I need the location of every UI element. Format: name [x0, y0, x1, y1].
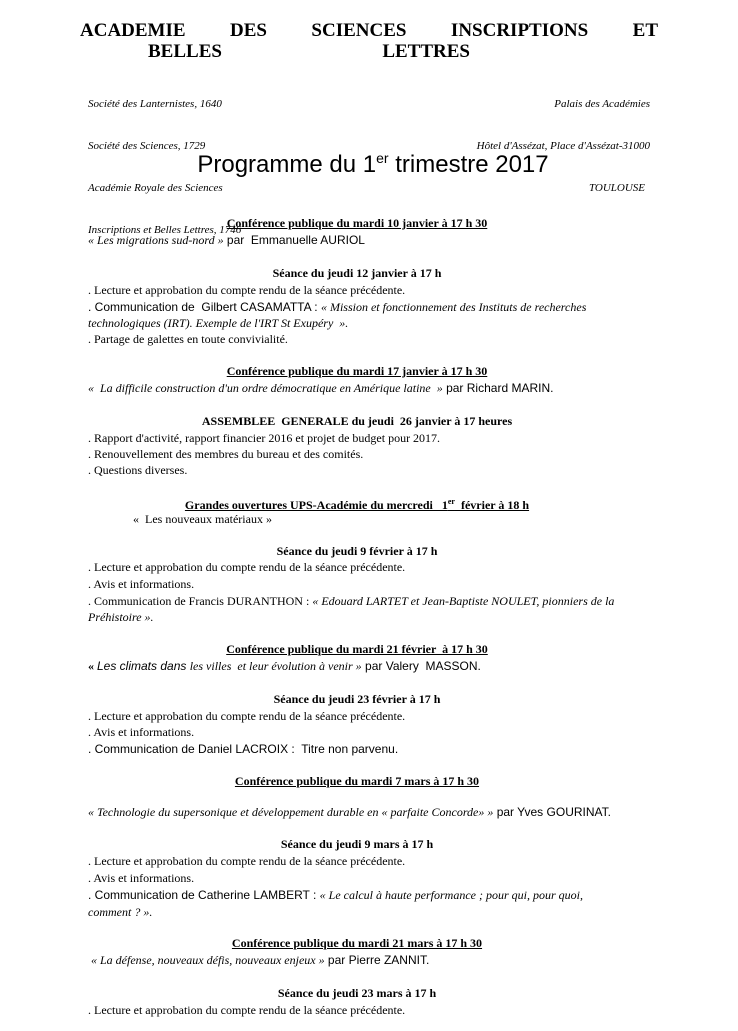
programme-line [88, 659, 481, 673]
academy-title-line2: BELLES LETTRES [148, 41, 470, 62]
text-segment: . Partage de galettes en toute convivialité. [88, 332, 288, 346]
title-text: Programme du 1 [197, 151, 377, 178]
section-heading [88, 936, 626, 950]
title-text: trimestre 2017 [388, 151, 549, 178]
text-segment: . Renouvellement des membres du bureau et des comités. [88, 447, 364, 461]
text-segment: . Lecture et approbation du compte rendu de la séance précédente. [88, 560, 406, 574]
section-heading [88, 774, 626, 788]
text-segment: comment ? ». [88, 905, 153, 919]
section-heading [88, 692, 626, 706]
programme-line [88, 905, 152, 919]
history-line: Académie Royale des Sciences [88, 182, 223, 194]
programme-line [88, 610, 154, 624]
programme-line [88, 742, 398, 756]
text-segment: Séance du jeudi 12 janvier à 17 h [272, 266, 442, 280]
history-line: Inscriptions et Belles Lettres, 1746 [88, 224, 242, 236]
text-segment: Conférence publique du mardi 10 janvier à 17 h 30 [226, 216, 488, 230]
programme-line [88, 431, 440, 445]
section-heading [88, 414, 626, 428]
text-segment: . Communication de Daniel LACROIX : Titre non parvenu. [88, 742, 399, 756]
text-segment: « [88, 659, 97, 673]
text-segment: Préhistoire ». [88, 610, 154, 624]
programme-line [88, 283, 405, 297]
text-segment: par Emmanuelle AURIOL [223, 233, 365, 247]
text-segment: « La difficile construction d'un ordre démocratique en Amérique latine » [88, 381, 443, 395]
text-segment: . Avis et informations. [88, 577, 195, 591]
section-heading [88, 364, 626, 378]
academy-address [477, 69, 650, 223]
text-segment: . Communication de Catherine LAMBERT : [88, 888, 320, 902]
text-segment: technologiques (IRT). Exemple de l'IRT St Exupéry ». [88, 316, 349, 330]
programme-line [88, 854, 405, 868]
programme-line [88, 560, 405, 574]
address-line: Hôtel d'Assézat, Place d'Assézat-31000 [476, 140, 650, 152]
text-segment: Conférence publique du mardi 7 mars à 17 h 30 [234, 774, 480, 788]
programme-line [88, 1003, 405, 1017]
text-segment: Conférence publique du mardi 21 février à 17 h 30 [226, 642, 488, 656]
text-segment: « Le calcul à haute performance ; pour qui, pour quoi, [319, 888, 583, 902]
text-segment: er [447, 497, 455, 506]
programme-line [88, 871, 194, 885]
programme-line [88, 953, 429, 967]
text-segment: Conférence publique du mardi 21 mars à 17 h 30 [231, 936, 483, 950]
programme-line [88, 332, 288, 346]
text-segment: . Communication de Francis DURANTHON : [88, 594, 313, 608]
text-segment: Séance du jeudi 23 mars à 17 h [277, 986, 437, 1000]
text-segment: par Richard MARIN. [442, 381, 554, 395]
section-heading [88, 266, 626, 280]
text-segment: Conférence publique du mardi 17 janvier à 17 h 30 [226, 364, 488, 378]
text-segment: Séance du jeudi 9 février à 17 h [276, 544, 438, 558]
text-segment: les villes et leur évolution à venir » [189, 659, 362, 673]
history-line: Société des Sciences, 1729 [88, 140, 206, 152]
text-segment: « Les migrations sud-nord » [88, 233, 224, 247]
text-segment: par Pierre ZANNIT. [324, 953, 430, 967]
text-segment: . Lecture et approbation du compte rendu de la séance précédente. [88, 283, 406, 297]
programme-line [88, 233, 365, 247]
programme-line [88, 709, 405, 723]
text-segment: Les climats dans [97, 659, 190, 673]
text-segment: par Yves GOURINAT. [493, 805, 611, 819]
text-segment: par Valery MASSON. [361, 659, 481, 673]
programme-line [88, 300, 586, 314]
programme-title [0, 150, 738, 179]
section-heading [88, 544, 626, 558]
programme-line [88, 463, 187, 477]
programme-line [88, 805, 611, 819]
text-segment: ASSEMBLEE GENERALE du jeudi 26 janvier à 17 heures [201, 414, 513, 428]
academy-title-line1: ACADEMIE DES SCIENCES INSCRIPTIONS ET [80, 20, 658, 41]
section-heading [88, 216, 626, 230]
address-line: TOULOUSE [588, 182, 645, 194]
text-segment: . Rapport d'activité, rapport financier 2016 et projet de budget pour 2017. [88, 431, 441, 445]
address-line: Palais des Académies [554, 98, 650, 110]
programme-line [88, 316, 348, 330]
title-superscript: er [376, 150, 389, 166]
programme-line [88, 725, 194, 739]
programme-line [88, 381, 553, 395]
text-segment: . Lecture et approbation du compte rendu de la séance précédente. [88, 709, 406, 723]
history-line: Société des Lanternistes, 1640 [88, 98, 222, 110]
text-segment: . Avis et informations. [88, 725, 195, 739]
text-segment: « Technologie du supersonique et développement durable en « parfaite Concorde» » [88, 805, 494, 819]
text-segment: « Edouard LARTET et Jean-Baptiste NOULET, pionniers de la [312, 594, 615, 608]
section-heading [88, 642, 626, 656]
text-segment: Séance du jeudi 9 mars à 17 h [280, 837, 434, 851]
section-heading [88, 986, 626, 1000]
text-segment: « Mission et fonctionnement des Instituts de recherches [320, 300, 587, 314]
text-segment: février à 18 h [454, 498, 530, 512]
text-segment: . Avis et informations. [88, 871, 195, 885]
programme-line [88, 577, 194, 591]
text-segment: Séance du jeudi 23 février à 17 h [273, 692, 441, 706]
programme-line [133, 512, 272, 526]
section-heading [88, 495, 626, 512]
text-segment: « La défense, nouveaux défis, nouveaux enjeux » [88, 953, 325, 967]
text-segment: « Les nouveaux matériaux » [133, 512, 272, 526]
programme-line [88, 888, 583, 902]
text-segment: . Lecture et approbation du compte rendu de la séance précédente. [88, 1003, 406, 1017]
programme-line [88, 594, 614, 608]
programme-line [88, 447, 363, 461]
text-segment: . Communication de Gilbert CASAMATTA : [88, 300, 321, 314]
text-segment: . Lecture et approbation du compte rendu de la séance précédente. [88, 854, 406, 868]
text-segment: . Questions diverses. [88, 463, 188, 477]
text-segment: Grandes ouvertures UPS-Académie du mercredi 1 [184, 498, 448, 512]
section-heading [88, 837, 626, 851]
